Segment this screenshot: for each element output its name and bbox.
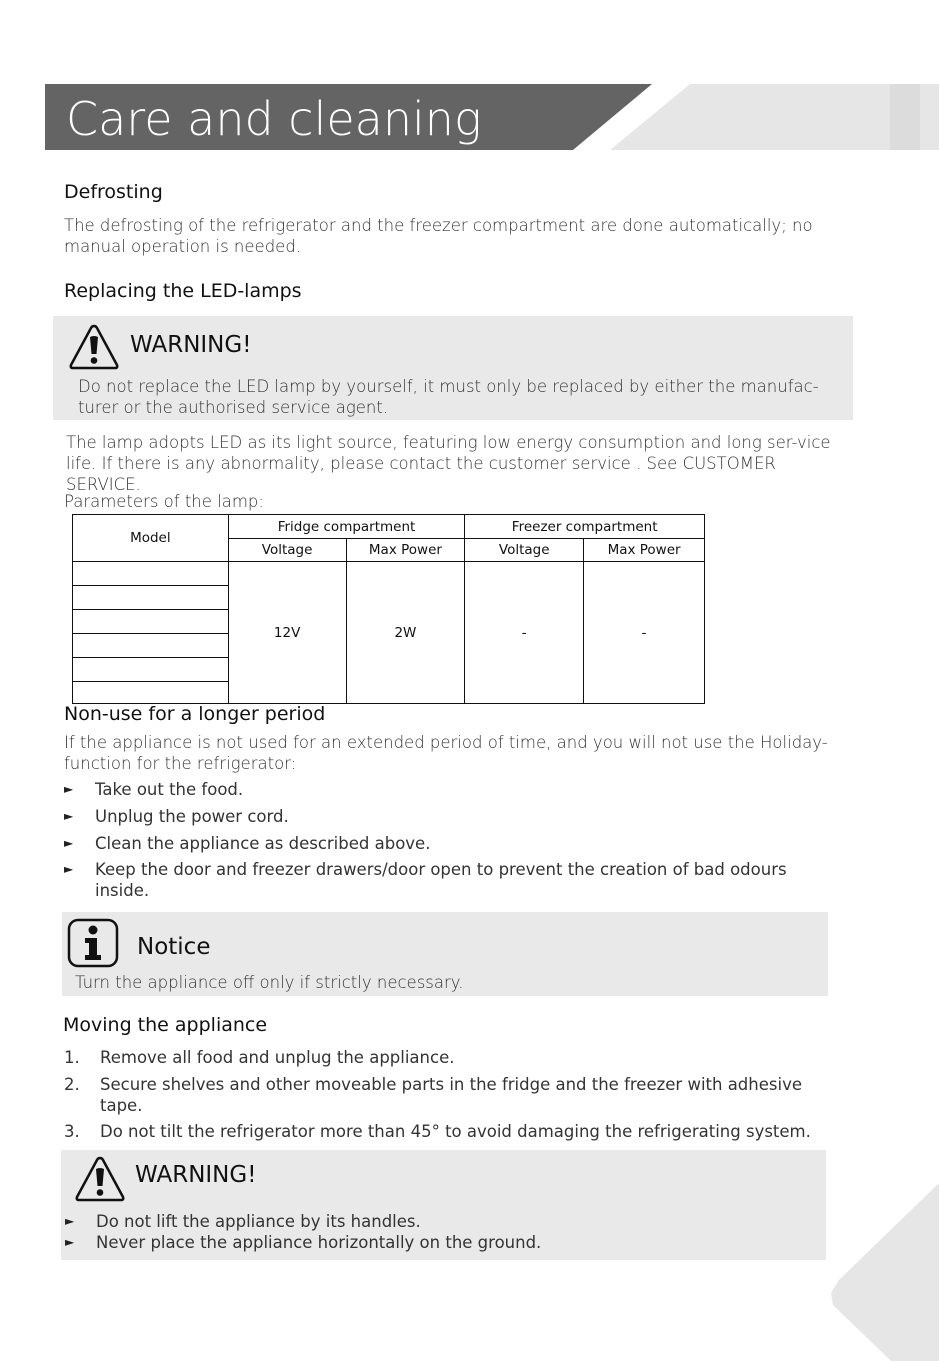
freezer-voltage-header: Voltage (465, 539, 584, 562)
freezer-header: Freezer compartment (465, 515, 705, 539)
warning-icon (74, 1155, 126, 1203)
fridge-header: Fridge compartment (228, 515, 465, 539)
bullet-arrow-icon: ► (65, 1214, 75, 1228)
model-cell (73, 634, 229, 658)
bullet-arrow-icon: ► (64, 836, 74, 850)
model-header: Model (73, 515, 229, 562)
led-body-text: The lamp adopts LED as its light source, featuring low energy consumption and long ser-vice life. If there is any abnormality, please contact the customer service . See CUSTOMER SERVICE. (66, 433, 831, 494)
led-warning-box (53, 316, 853, 420)
fridge-power-header: Max Power (346, 539, 465, 562)
fridge-voltage-header: Voltage (228, 539, 346, 562)
model-cell (73, 658, 229, 682)
bullet-arrow-icon: ► (65, 1235, 75, 1249)
moving-warning-title: WARNING! (135, 1162, 257, 1188)
page-title: Care and cleaning (66, 92, 482, 146)
bullet-arrow-icon: ► (64, 809, 74, 823)
led-warning-title: WARNING! (130, 332, 252, 358)
moving-warning-box: WARNING! ► Do not lift the appliance by its handles. ► Never place the appliance horizontally on the ground. (61, 1150, 826, 1260)
notice-text: Turn the appliance off only if strictly necessary. (75, 973, 464, 992)
led-heading: Replacing the LED-lamps (64, 280, 302, 302)
bullet-arrow-icon: ► (64, 862, 74, 876)
freezer-voltage-value: - (465, 562, 584, 704)
defrosting-text: The defrosting of the refrigerator and the freezer compartment are done automatically; no manual operation is needed. (64, 216, 813, 256)
lamp-params-label: Parameters of the lamp: (64, 492, 264, 511)
model-cell (73, 610, 229, 634)
defrosting-heading: Defrosting (64, 181, 163, 203)
bullet-arrow-icon: ► (64, 782, 74, 796)
model-cell (73, 586, 229, 610)
fridge-power-value: 2W (346, 562, 465, 704)
info-icon (67, 918, 119, 968)
fridge-voltage-value: 12V (228, 562, 346, 704)
page-corner-tab (829, 1175, 939, 1361)
model-cell (73, 682, 229, 704)
freezer-power-header: Max Power (584, 539, 705, 562)
nonuse-heading: Non-use for a longer period (64, 703, 326, 725)
warning-icon (68, 323, 120, 371)
lamp-parameters-table (72, 514, 705, 704)
model-cell (73, 562, 229, 586)
freezer-power-value: - (584, 562, 705, 704)
notice-title: Notice (137, 934, 211, 960)
led-warning-text: Do not replace the LED lamp by yourself, it must only be replaced by either the manufac-turer or the authorised service agent. (78, 377, 819, 417)
moving-heading: Moving the appliance (63, 1014, 268, 1036)
notice-box (62, 912, 828, 996)
nonuse-intro: If the appliance is not used for an extended period of time, and you will not use the Holiday-function for the refrigerator: (64, 733, 828, 773)
